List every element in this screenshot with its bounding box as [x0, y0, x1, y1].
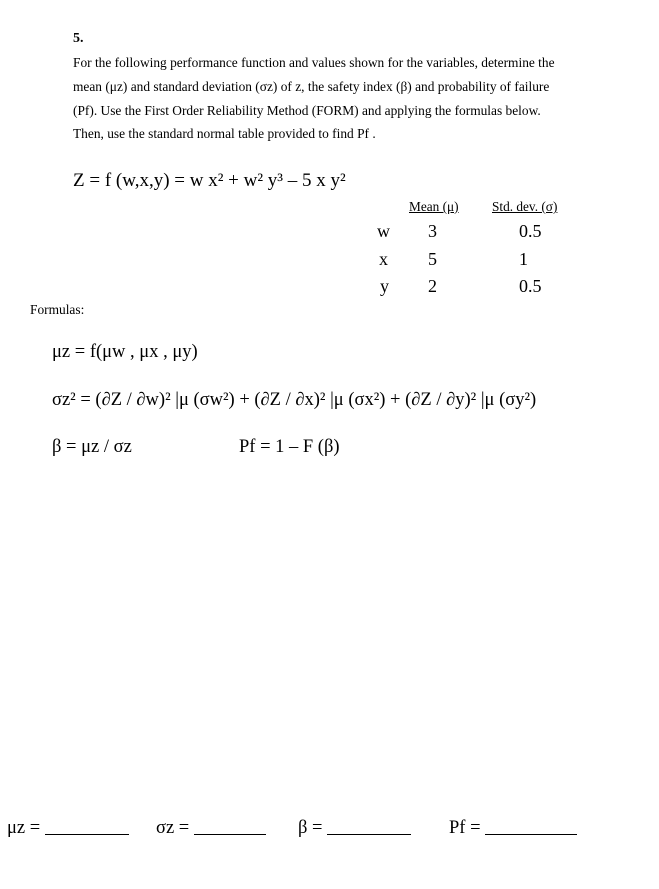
header-std-dev: Std. dev. (σ): [492, 199, 558, 214]
answer-mu-z: [7, 818, 129, 839]
formula-beta: β = μz / σz: [52, 437, 132, 457]
formulas-label: Formulas:: [30, 302, 85, 317]
row-x-mean: 5: [428, 249, 437, 269]
answer-sigma-z: [156, 818, 266, 839]
row-x-name: x: [379, 249, 388, 269]
row-w-mean: 3: [428, 221, 437, 241]
answer-beta: [298, 818, 411, 839]
answer-pf: [449, 818, 577, 839]
answer-sigma-z-blank[interactable]: [194, 818, 266, 835]
row-y-mean: 2: [428, 276, 437, 296]
problem-statement: [73, 51, 659, 146]
answer-mu-z-label: μz =: [7, 818, 41, 838]
performance-function: Z = f (w,x,y) = w x² + w² y³ – 5 x y²: [73, 170, 346, 191]
answer-pf-blank[interactable]: [485, 818, 577, 835]
statement-line-4: Then, use the standard normal table provided to find Pf .: [73, 126, 376, 142]
formula-sigma-z: σz² = (∂Z / ∂w)² |μ (σw²) + (∂Z / ∂x)² |μ (σx²) + (∂Z / ∂y)² |μ (σy²): [52, 390, 537, 410]
statement-line-2: mean (μz) and standard deviation (σz) of z, the safety index (β) and probability of failure: [73, 78, 550, 94]
row-y-name: y: [380, 276, 389, 296]
formula-mean-z: μz = f(μw , μx , μy): [52, 342, 198, 362]
statement-line-3: (Pf). Use the First Order Reliability Method (FORM) and applying the formulas below.: [73, 102, 541, 118]
answer-mu-z-blank[interactable]: [45, 818, 129, 835]
formula-pf: Pf = 1 – F (β): [239, 437, 340, 457]
header-mean: Mean (μ): [409, 199, 459, 214]
answer-beta-blank[interactable]: [327, 818, 411, 835]
row-y-std: 0.5: [519, 276, 542, 296]
row-w-std: 0.5: [519, 221, 542, 241]
row-x-std: 1: [519, 249, 528, 269]
answer-sigma-z-label: σz =: [156, 818, 190, 838]
question-number: 5.: [73, 31, 84, 46]
statement-line-1: For the following performance function and values shown for the variables, determine the: [73, 55, 555, 70]
answer-pf-label: Pf =: [449, 818, 481, 838]
answer-beta-label: β =: [298, 818, 323, 838]
row-w-name: w: [377, 221, 390, 241]
